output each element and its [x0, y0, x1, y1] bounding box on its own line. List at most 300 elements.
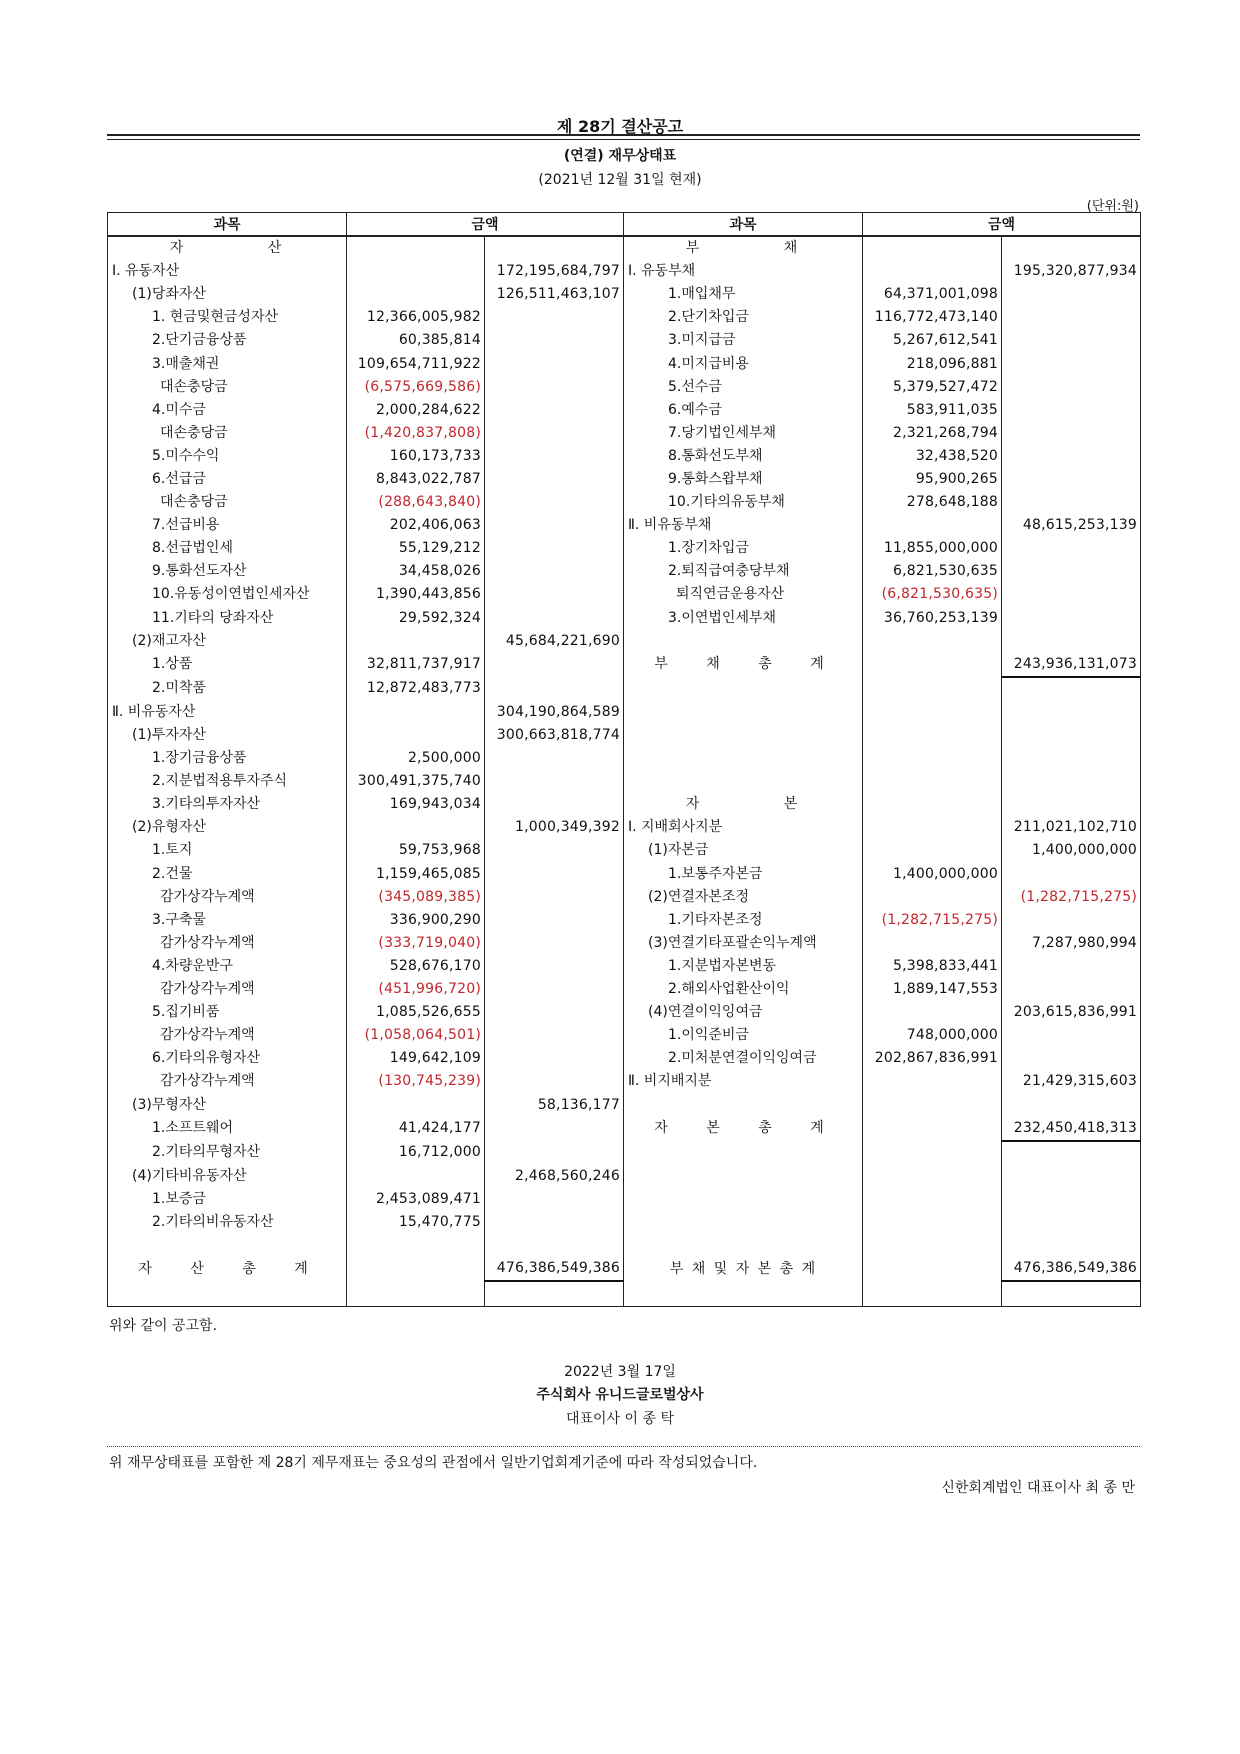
amount-cell: [485, 886, 624, 909]
amount-cell: 5,379,527,472: [863, 376, 1002, 399]
amount-cell: [485, 468, 624, 491]
table-row: [108, 839, 1141, 862]
amount-cell: [485, 653, 624, 677]
amount-cell: 34,458,026: [347, 560, 485, 583]
amount-cell: 116,772,473,140: [863, 306, 1002, 329]
amount-cell: [485, 839, 624, 862]
table-row: [108, 724, 1141, 747]
account-label: [624, 724, 863, 747]
amount-cell: [485, 376, 624, 399]
amount-cell: 2,468,560,246: [485, 1165, 624, 1188]
account-label: 1.소프트웨어: [108, 1117, 347, 1141]
account-label: [624, 1281, 863, 1307]
amount-cell: [1002, 537, 1141, 560]
amount-cell: [863, 747, 1002, 770]
amount-cell: 583,911,035: [863, 399, 1002, 422]
table-row: [108, 816, 1141, 839]
amount-cell: [863, 1234, 1002, 1257]
account-label: 1.장기금융상품: [108, 747, 347, 770]
account-label: 5.미수수익: [108, 445, 347, 468]
amount-cell: (1,420,837,808): [347, 422, 485, 445]
account-label: [108, 1234, 347, 1257]
amount-cell: [1002, 491, 1141, 514]
amount-cell: [1002, 422, 1141, 445]
amount-cell: [863, 1117, 1002, 1141]
amount-cell: 29,592,324: [347, 607, 485, 630]
account-label: Ⅱ. 비유동부채: [624, 514, 863, 537]
account-label: 1. 현금및현금성자산: [108, 306, 347, 329]
company-name: 주식회사 유니드글로벌상사: [536, 1387, 704, 1403]
amount-cell: [485, 514, 624, 537]
account-label: Ⅰ. 유동부채: [624, 260, 863, 283]
amount-cell: 64,371,001,098: [863, 283, 1002, 306]
amount-cell: 476,386,549,386: [1002, 1257, 1141, 1281]
amount-cell: [485, 677, 624, 701]
amount-cell: [1002, 1141, 1141, 1165]
unit-label: (단위:원): [1086, 199, 1139, 214]
amount-cell: [863, 1257, 1002, 1281]
amount-cell: 336,900,290: [347, 909, 485, 932]
amount-cell: [347, 1281, 485, 1307]
amount-cell: [1002, 1024, 1141, 1047]
table-row: [108, 886, 1141, 909]
amount-cell: [485, 1024, 624, 1047]
table-row: [108, 1070, 1141, 1093]
amount-cell: [863, 1281, 1002, 1307]
amount-cell: 32,438,520: [863, 445, 1002, 468]
account-label: 1.보통주자본금: [624, 863, 863, 886]
amount-cell: 7,287,980,994: [1002, 932, 1141, 955]
account-label: [624, 1165, 863, 1188]
amount-cell: 2,000,284,622: [347, 399, 485, 422]
amount-cell: 243,936,131,073: [1002, 653, 1141, 677]
account-label: [624, 1141, 863, 1165]
amount-cell: 476,386,549,386: [485, 1257, 624, 1281]
amount-cell: 12,366,005,982: [347, 306, 485, 329]
amount-cell: [485, 978, 624, 1001]
table-row: [108, 1141, 1141, 1165]
amount-cell: [485, 491, 624, 514]
amount-cell: [485, 1117, 624, 1141]
account-label: 3.구축물: [108, 909, 347, 932]
account-label: 2.지분법적용투자주식: [108, 770, 347, 793]
table-row: [108, 352, 1141, 375]
account-label: Ⅰ. 지배회사지분: [624, 816, 863, 839]
amount-cell: 5,398,833,441: [863, 955, 1002, 978]
auditor-name: 신한회계법인 대표이사 최 종 만: [941, 1480, 1135, 1496]
amount-cell: [1002, 1281, 1141, 1307]
table-row: [108, 236, 1141, 260]
amount-cell: 304,190,864,589: [485, 701, 624, 724]
amount-cell: [863, 1211, 1002, 1234]
amount-cell: 278,648,188: [863, 491, 1002, 514]
account-label: 7.당기법인세부채: [624, 422, 863, 445]
amount-cell: 11,855,000,000: [863, 537, 1002, 560]
account-label: 5.선수금: [624, 376, 863, 399]
statement-subtitle: (연결) 재무상태표: [563, 148, 677, 164]
amount-cell: [347, 724, 485, 747]
table-row: [108, 793, 1141, 816]
amount-cell: 300,663,818,774: [485, 724, 624, 747]
amount-cell: 203,615,836,991: [1002, 1001, 1141, 1024]
amount-cell: [1002, 1093, 1141, 1116]
announcement-note: 위와 같이 공고함.: [109, 1318, 218, 1334]
amount-cell: [863, 653, 1002, 677]
audit-note: 위 재무상태표를 포함한 제 28기 제무재표는 중요성의 관점에서 일반기업회계기준에 따라 작성되었습니다.: [109, 1455, 758, 1471]
account-label: [624, 747, 863, 770]
amount-cell: [863, 1165, 1002, 1188]
amount-cell: [863, 770, 1002, 793]
account-label: [624, 677, 863, 701]
amount-cell: [347, 816, 485, 839]
account-label: [624, 701, 863, 724]
amount-cell: [863, 724, 1002, 747]
amount-cell: 1,400,000,000: [1002, 839, 1141, 862]
amount-cell: 126,511,463,107: [485, 283, 624, 306]
dotted-divider: [107, 1446, 1140, 1447]
amount-cell: 109,654,711,922: [347, 352, 485, 375]
amount-cell: [863, 701, 1002, 724]
amount-cell: [347, 701, 485, 724]
amount-cell: [485, 747, 624, 770]
amount-cell: [1002, 283, 1141, 306]
account-label: 9.통화스왑부채: [624, 468, 863, 491]
amount-cell: 202,406,063: [347, 514, 485, 537]
account-label: 자 본 총 계: [624, 1117, 863, 1141]
amount-cell: [485, 445, 624, 468]
account-label: (1)자본금: [624, 839, 863, 862]
account-label: 6.기타의유형자산: [108, 1047, 347, 1070]
account-label: 7.선급비용: [108, 514, 347, 537]
amount-cell: [863, 677, 1002, 701]
amount-cell: [1002, 909, 1141, 932]
account-label: Ⅱ. 비유동자산: [108, 701, 347, 724]
amount-cell: [485, 1070, 624, 1093]
account-label: 11.기타의 당좌자산: [108, 607, 347, 630]
amount-cell: 6,821,530,635: [863, 560, 1002, 583]
account-label: [624, 1211, 863, 1234]
amount-cell: 149,642,109: [347, 1047, 485, 1070]
account-label: 자 산: [108, 236, 347, 260]
amount-cell: 1,000,349,392: [485, 816, 624, 839]
account-label: 8.선급법인세: [108, 537, 347, 560]
amount-cell: [863, 514, 1002, 537]
amount-cell: [1002, 607, 1141, 630]
amount-cell: (451,996,720): [347, 978, 485, 1001]
account-label: Ⅰ. 유동자산: [108, 260, 347, 283]
amount-cell: [1002, 677, 1141, 701]
account-label: 대손충당금: [108, 422, 347, 445]
amount-cell: [1002, 770, 1141, 793]
amount-cell: [863, 1070, 1002, 1093]
account-label: 9.통화선도자산: [108, 560, 347, 583]
amount-cell: [485, 1211, 624, 1234]
signature-date: 2022년 3월 17일: [564, 1364, 676, 1380]
table-row: [108, 1257, 1141, 1281]
table-row: [108, 537, 1141, 560]
account-label: 6.예수금: [624, 399, 863, 422]
account-label: [624, 630, 863, 653]
account-label: 감가상각누계액: [108, 1024, 347, 1047]
table-header-row: [108, 213, 1141, 237]
account-label: [624, 1234, 863, 1257]
amount-cell: [485, 1234, 624, 1257]
amount-cell: [347, 1165, 485, 1188]
amount-cell: (6,821,530,635): [863, 583, 1002, 606]
amount-cell: 12,872,483,773: [347, 677, 485, 701]
table-row: [108, 607, 1141, 630]
account-label: 2.미착품: [108, 677, 347, 701]
account-label: 3.기타의투자자산: [108, 793, 347, 816]
table-row: [108, 909, 1141, 932]
amount-cell: [485, 1188, 624, 1211]
account-label: (1)당좌자산: [108, 283, 347, 306]
account-label: 3.미지급금: [624, 329, 863, 352]
account-label: 6.선급금: [108, 468, 347, 491]
amount-cell: 1,400,000,000: [863, 863, 1002, 886]
amount-cell: [347, 1257, 485, 1281]
amount-cell: 748,000,000: [863, 1024, 1002, 1047]
amount-cell: [1002, 955, 1141, 978]
account-label: (4)기타비유동자산: [108, 1165, 347, 1188]
amount-cell: [347, 1093, 485, 1116]
account-label: [624, 770, 863, 793]
amount-cell: [1002, 583, 1141, 606]
amount-cell: [485, 607, 624, 630]
amount-cell: [1002, 329, 1141, 352]
header-amount-left: 금액: [347, 213, 624, 237]
title-rule-thin: [107, 139, 1140, 140]
table-row: [108, 747, 1141, 770]
account-label: Ⅱ. 비지배지분: [624, 1070, 863, 1093]
amount-cell: [485, 1001, 624, 1024]
amount-cell: [1002, 793, 1141, 816]
amount-cell: [863, 1093, 1002, 1116]
amount-cell: [1002, 445, 1141, 468]
amount-cell: (6,575,669,586): [347, 376, 485, 399]
table-row: [108, 978, 1141, 1001]
account-label: 2.단기차입금: [624, 306, 863, 329]
table-row: [108, 329, 1141, 352]
account-label: 1.매입채무: [624, 283, 863, 306]
amount-cell: [485, 422, 624, 445]
amount-cell: [863, 816, 1002, 839]
amount-cell: [485, 793, 624, 816]
account-label: 1.상품: [108, 653, 347, 677]
account-label: (3)무형자산: [108, 1093, 347, 1116]
amount-cell: [863, 1188, 1002, 1211]
amount-cell: [1002, 724, 1141, 747]
account-label: [624, 1093, 863, 1116]
amount-cell: 15,470,775: [347, 1211, 485, 1234]
account-label: 1.지분법자본변동: [624, 955, 863, 978]
amount-cell: [1002, 468, 1141, 491]
account-label: [108, 1281, 347, 1307]
table-row: [108, 1117, 1141, 1141]
amount-cell: [1002, 352, 1141, 375]
account-label: 감가상각누계액: [108, 978, 347, 1001]
account-label: (2)재고자산: [108, 630, 347, 653]
amount-cell: [863, 1141, 1002, 1165]
account-label: 자 본: [624, 793, 863, 816]
amount-cell: [1002, 863, 1141, 886]
amount-cell: [1002, 747, 1141, 770]
account-label: 감가상각누계액: [108, 1070, 347, 1093]
table-row: [108, 770, 1141, 793]
table-row: [108, 1165, 1141, 1188]
amount-cell: 5,267,612,541: [863, 329, 1002, 352]
table-row: [108, 932, 1141, 955]
table-row: [108, 583, 1141, 606]
account-label: 감가상각누계액: [108, 932, 347, 955]
amount-cell: [1002, 1234, 1141, 1257]
amount-cell: 1,085,526,655: [347, 1001, 485, 1024]
amount-cell: [863, 886, 1002, 909]
amount-cell: 169,943,034: [347, 793, 485, 816]
amount-cell: [347, 236, 485, 260]
amount-cell: 16,712,000: [347, 1141, 485, 1165]
amount-cell: [1002, 1188, 1141, 1211]
amount-cell: [485, 1141, 624, 1165]
table-row: [108, 1211, 1141, 1234]
amount-cell: (1,282,715,275): [1002, 886, 1141, 909]
table-row: [108, 560, 1141, 583]
amount-cell: [485, 1281, 624, 1307]
account-label: 10.기타의유동부채: [624, 491, 863, 514]
account-label: 자 산 총 계: [108, 1257, 347, 1281]
amount-cell: [863, 1001, 1002, 1024]
amount-cell: 36,760,253,139: [863, 607, 1002, 630]
account-label: 3.이연법인세부채: [624, 607, 863, 630]
amount-cell: 202,867,836,991: [863, 1047, 1002, 1070]
amount-cell: 48,615,253,139: [1002, 514, 1141, 537]
amount-cell: 160,173,733: [347, 445, 485, 468]
account-label: 1.토지: [108, 839, 347, 862]
amount-cell: [485, 399, 624, 422]
table-row: [108, 306, 1141, 329]
amount-cell: (333,719,040): [347, 932, 485, 955]
account-label: 부 채: [624, 236, 863, 260]
amount-cell: 32,811,737,917: [347, 653, 485, 677]
account-label: 부 채 총 계: [624, 653, 863, 677]
amount-cell: 60,385,814: [347, 329, 485, 352]
account-label: 1.장기차입금: [624, 537, 863, 560]
amount-cell: 2,500,000: [347, 747, 485, 770]
amount-cell: 95,900,265: [863, 468, 1002, 491]
amount-cell: 232,450,418,313: [1002, 1117, 1141, 1141]
amount-cell: [1002, 560, 1141, 583]
amount-cell: [1002, 376, 1141, 399]
account-label: 2.해외사업환산이익: [624, 978, 863, 1001]
amount-cell: [347, 260, 485, 283]
amount-cell: [863, 630, 1002, 653]
statement-date: (2021년 12월 31일 현재): [538, 172, 702, 188]
account-label: (1)투자자산: [108, 724, 347, 747]
account-label: (4)연결이익잉여금: [624, 1001, 863, 1024]
amount-cell: [1002, 630, 1141, 653]
amount-cell: [347, 630, 485, 653]
table-row: [108, 677, 1141, 701]
account-label: 1.이익준비금: [624, 1024, 863, 1047]
account-label: 1.보증금: [108, 1188, 347, 1211]
amount-cell: [485, 909, 624, 932]
amount-cell: (345,089,385): [347, 886, 485, 909]
table-row: [108, 468, 1141, 491]
table-row: [108, 1281, 1141, 1307]
amount-cell: 218,096,881: [863, 352, 1002, 375]
amount-cell: (1,058,064,501): [347, 1024, 485, 1047]
amount-cell: 1,889,147,553: [863, 978, 1002, 1001]
table-row: [108, 445, 1141, 468]
account-label: (2)유형자산: [108, 816, 347, 839]
amount-cell: 2,453,089,471: [347, 1188, 485, 1211]
account-label: 2.단기금융상품: [108, 329, 347, 352]
balance-sheet-table: [107, 212, 1141, 1307]
amount-cell: 528,676,170: [347, 955, 485, 978]
table-body: [108, 236, 1141, 1307]
account-label: 2.퇴직급여충당부채: [624, 560, 863, 583]
amount-cell: [485, 770, 624, 793]
account-label: [624, 1188, 863, 1211]
title-rule-thick: [107, 134, 1140, 136]
table-row: [108, 514, 1141, 537]
header-account-right: 과목: [624, 213, 863, 237]
amount-cell: [1002, 399, 1141, 422]
table-row: [108, 491, 1141, 514]
amount-cell: 300,491,375,740: [347, 770, 485, 793]
account-label: 10.유동성이연법인세자산: [108, 583, 347, 606]
amount-cell: 21,429,315,603: [1002, 1070, 1141, 1093]
header-amount-right: 금액: [863, 213, 1141, 237]
table-row: [108, 376, 1141, 399]
amount-cell: (130,745,239): [347, 1070, 485, 1093]
account-label: 4.미지급비용: [624, 352, 863, 375]
amount-cell: 2,321,268,794: [863, 422, 1002, 445]
account-label: 2.건물: [108, 863, 347, 886]
amount-cell: [485, 306, 624, 329]
account-label: 5.집기비품: [108, 1001, 347, 1024]
header-account-left: 과목: [108, 213, 347, 237]
account-label: 2.기타의무형자산: [108, 1141, 347, 1165]
amount-cell: [485, 236, 624, 260]
account-label: (2)연결자본조정: [624, 886, 863, 909]
account-label: 감가상각누계액: [108, 886, 347, 909]
amount-cell: (288,643,840): [347, 491, 485, 514]
amount-cell: [863, 932, 1002, 955]
page-title: 제 28기 결산공고: [556, 117, 684, 136]
amount-cell: 45,684,221,690: [485, 630, 624, 653]
account-label: 부 채 및 자 본 총 계: [624, 1257, 863, 1281]
table-row: [108, 630, 1141, 653]
account-label: (3)연결기타포괄손익누계액: [624, 932, 863, 955]
amount-cell: 59,753,968: [347, 839, 485, 862]
account-label: 3.매출채권: [108, 352, 347, 375]
amount-cell: 41,424,177: [347, 1117, 485, 1141]
table-row: [108, 1047, 1141, 1070]
amount-cell: 1,159,465,085: [347, 863, 485, 886]
amount-cell: [1002, 978, 1141, 1001]
amount-cell: [485, 932, 624, 955]
amount-cell: 55,129,212: [347, 537, 485, 560]
account-label: 2.기타의비유동자산: [108, 1211, 347, 1234]
account-label: 대손충당금: [108, 491, 347, 514]
amount-cell: [485, 1047, 624, 1070]
account-label: 8.통화선도부채: [624, 445, 863, 468]
amount-cell: 172,195,684,797: [485, 260, 624, 283]
amount-cell: 58,136,177: [485, 1093, 624, 1116]
amount-cell: 1,390,443,856: [347, 583, 485, 606]
amount-cell: [347, 1234, 485, 1257]
